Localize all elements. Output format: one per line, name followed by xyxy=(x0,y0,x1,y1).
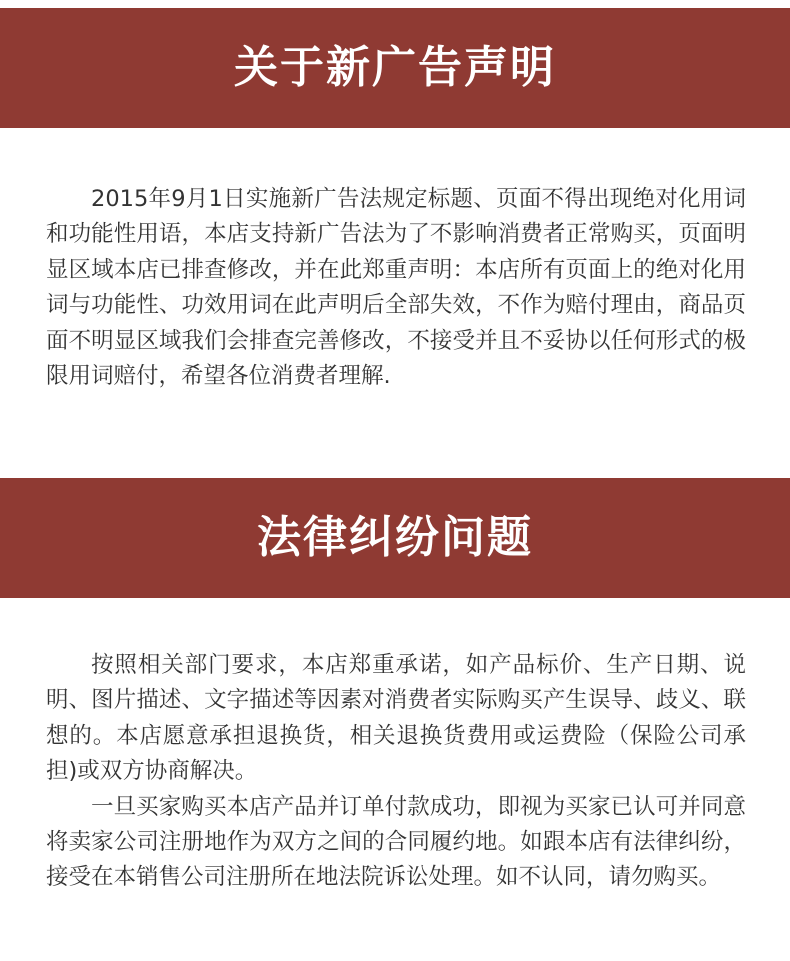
ad-statement-banner xyxy=(0,8,790,128)
legal-disputes-paragraph: 一旦买家购买本店产品并订单付款成功，即视为买家已认可并同意将卖家公司注册地作为双方之间的合同履约地。如跟本店有法律纠纷，接受在本销售公司注册所在地法院诉讼处理。如不认同，请勿购买。 xyxy=(46,793,746,891)
ad-statement-body xyxy=(46,182,746,394)
ad-statement-paragraph: 2015年9月1日实施新广告法规定标题、页面不得出现绝对化用词和功能性用语，本店支持新广告法为了不影响消费者正常购买，页面明显区域本店已排查修改，并在此郑重声明：本店所有页面上的绝对化用词与功能性、功效用词在此声明后全部失效，不作为赔付理由，商品页面不明显区域我们会排查完善修改，不接受并且不妥协以任何形式的极限用词赔付，希望各位消费者理解. xyxy=(46,186,746,390)
legal-disputes-body xyxy=(46,648,746,896)
legal-disputes-paragraph: 按照相关部门要求，本店郑重承诺，如产品标价、生产日期、说明、图片描述、文字描述等因素对消费者实际购买产生误导、歧义、联想的。本店愿意承担退换货，相关退换货费用或运费险（保险公司承担)或双方协商解决。 xyxy=(46,652,746,785)
ad-statement-title: 关于新广告声明 xyxy=(234,42,556,93)
legal-disputes-title: 法律纠纷问题 xyxy=(257,512,533,563)
legal-disputes-banner xyxy=(0,478,790,598)
